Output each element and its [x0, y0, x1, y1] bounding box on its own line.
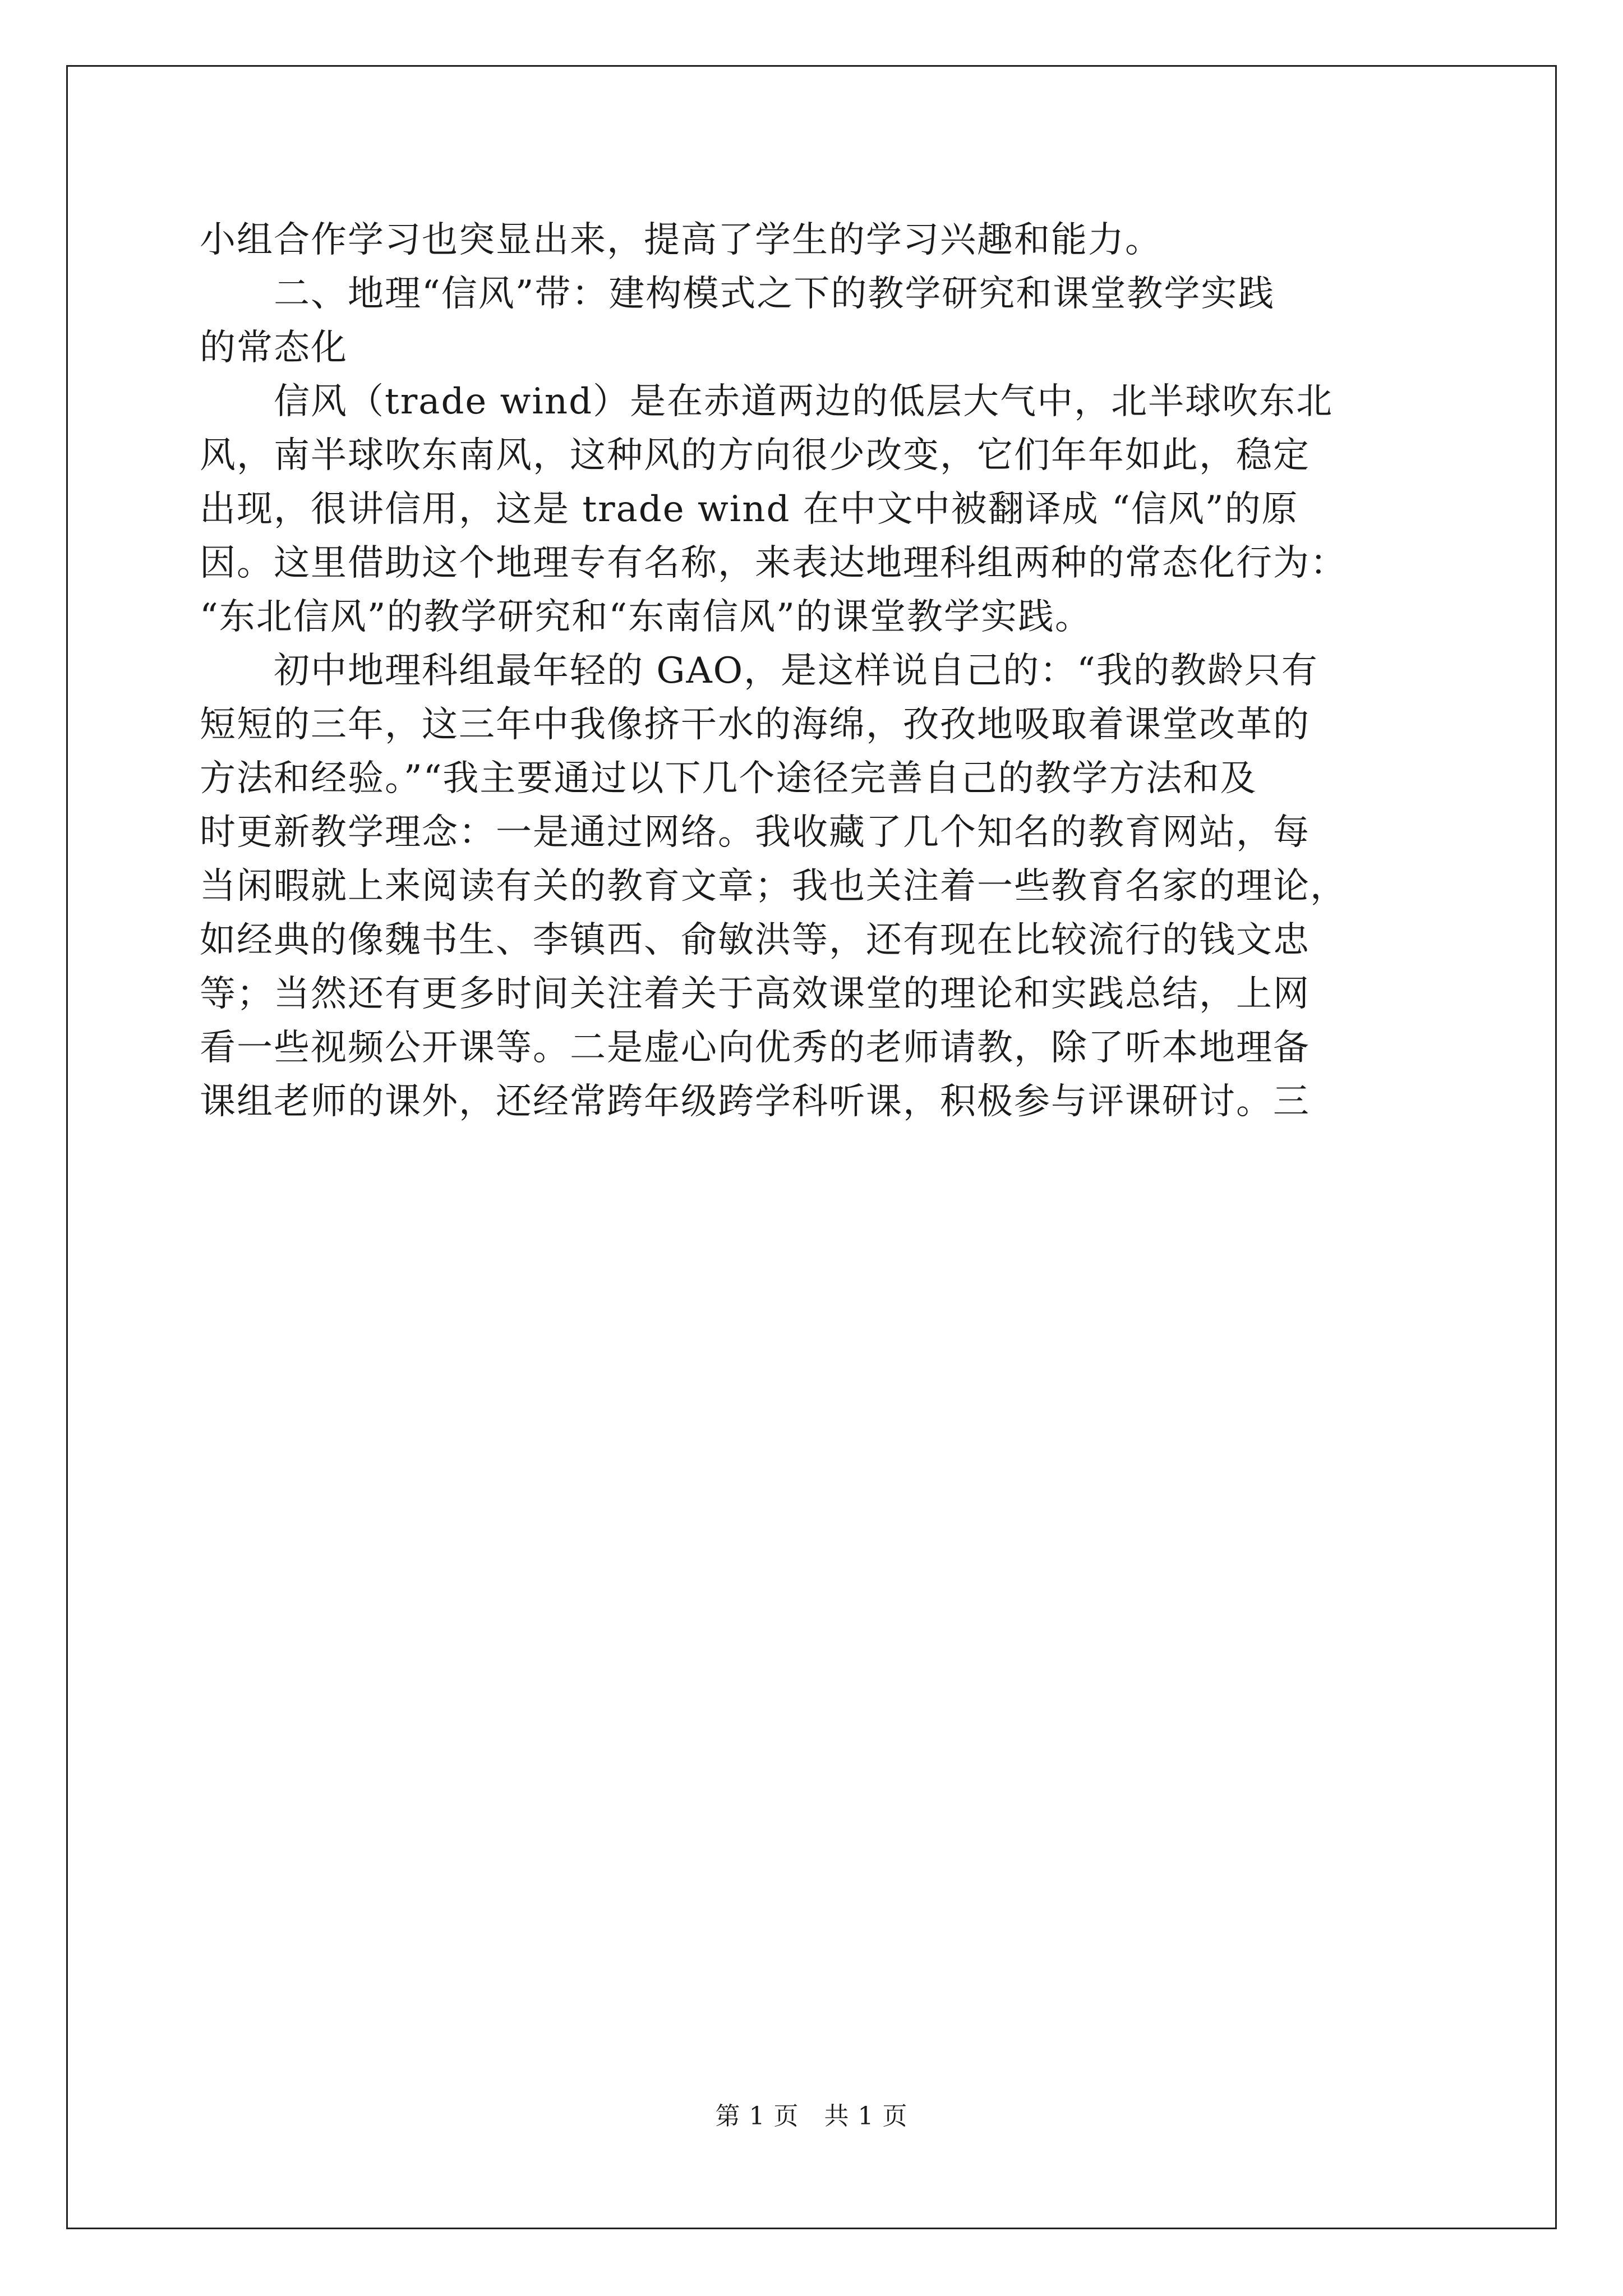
- text-line: 时更新教学理念：一是通过网络。我收藏了几个知名的教育网站，每: [200, 812, 1310, 853]
- text-line: 当闲暇就上来阅读有关的教育文章；我也关注着一些教育名家的理论，: [200, 866, 1347, 907]
- text-line: 如经典的像魏书生、李镇西、俞敏洪等，还有现在比较流行的钱文忠: [200, 919, 1310, 961]
- text-line: 出现，很讲信用，这是 trade wind 在中文中被翻译成 “信风”的原: [200, 489, 1299, 530]
- text-line: 短短的三年，这三年中我像挤干水的海绵，孜孜地吸取着课堂改革的: [200, 704, 1310, 746]
- text-line: “东北信风”的教学研究和“东南信风”的课堂教学实践。: [200, 596, 1092, 638]
- text-line: 小组合作学习也突显出来，提高了学生的学习兴趣和能力。: [200, 219, 1162, 261]
- text-line: 因。这里借助这个地理专有名称，来表达地理科组两种的常态化行为：: [200, 542, 1347, 584]
- text-line: 信风（trade wind）是在赤道两边的低层大气中，北半球吹东北: [200, 381, 1334, 422]
- section-heading-line: 的常态化: [200, 327, 348, 369]
- text-line: 看一些视频公开课等。二是虚心向优秀的老师请教，除了听本地理备: [200, 1027, 1310, 1069]
- document-body: [200, 213, 1422, 1129]
- text-line: 初中地理科组最年轻的 GAO，是这样说自己的：“我的教龄只有: [200, 650, 1318, 692]
- text-line: 方法和经验。”“我主要通过以下几个途径完善自己的教学方法和及: [200, 758, 1257, 799]
- text-line: 风，南半球吹东南风，这种风的方向很少改变，它们年年如此，稳定: [200, 435, 1310, 476]
- page-number-footer: 第 1 页 共 1 页: [715, 2102, 908, 2131]
- text-line: 等；当然还有更多时间关注着关于高效课堂的理论和实践总结，上网: [200, 973, 1310, 1015]
- section-heading-line: 二、地理“信风”带：建构模式之下的教学研究和课堂教学实践: [200, 273, 1275, 315]
- text-line: 课组老师的课外，还经常跨年级跨学科听课，积极参与评课研讨。三: [200, 1081, 1310, 1122]
